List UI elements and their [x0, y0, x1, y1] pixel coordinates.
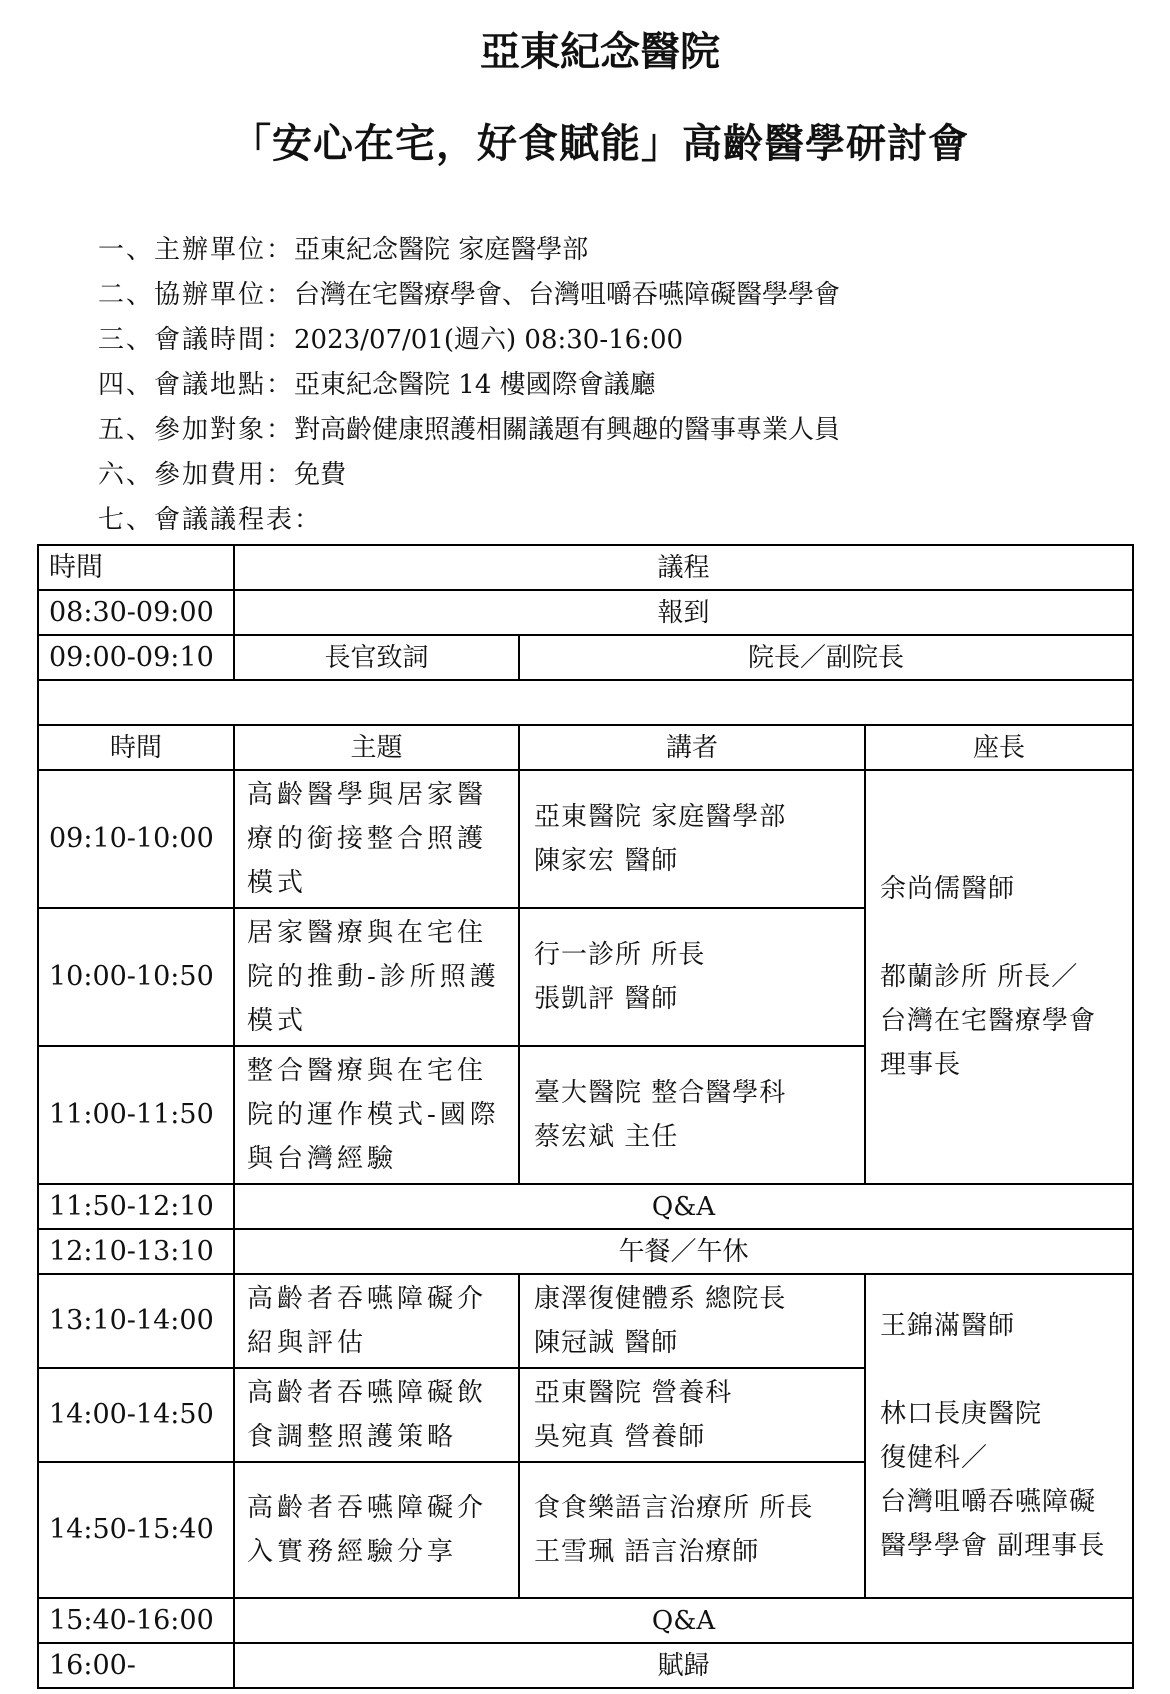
checkin-cell: 報到 [234, 590, 1133, 635]
closing-cell: 賦歸 [234, 1643, 1133, 1688]
topic-cell: 高齡者吞嚥障礙飲食調整照護策略 [234, 1368, 519, 1462]
info-item-organizer [98, 228, 840, 273]
document-title: 亞東紀念醫院 [480, 28, 720, 75]
header-program: 議程 [234, 545, 1133, 590]
info-value: 亞東紀念醫院 家庭醫學部 [294, 235, 589, 265]
speaker-cell: 臺大醫院 整合醫學科 蔡宏斌 主任 [519, 1046, 865, 1184]
speaker-cell: 亞東醫院 營養科 吳宛真 營養師 [519, 1368, 865, 1462]
subheader-time: 時間 [38, 725, 234, 770]
speaker-cell: 食食樂語言治療所 所長 王雪珮 語言治療師 [519, 1462, 865, 1598]
info-label: 一、主辦單位： [98, 235, 295, 265]
info-value: 亞東紀念醫院 14 樓國際會議廳 [294, 370, 656, 400]
topic-cell: 整合醫療與在宅住院的運作模式-國際與台灣經驗 [234, 1046, 519, 1184]
info-item-audience [98, 408, 840, 453]
info-label: 六、參加費用： [98, 460, 295, 490]
info-value: 免費 [294, 460, 347, 490]
time-cell: 11:00-11:50 [38, 1046, 234, 1184]
time-cell: 09:00-09:10 [38, 635, 234, 680]
info-label: 三、會議時間： [98, 325, 295, 355]
info-label: 四、會議地點： [98, 370, 295, 400]
time-cell: 11:50-12:10 [38, 1184, 234, 1229]
lunch-cell: 午餐／午休 [234, 1229, 1133, 1274]
table-row [38, 680, 1133, 725]
info-item-agenda [98, 498, 840, 543]
table-row [38, 1274, 1133, 1368]
speaker-cell: 亞東醫院 家庭醫學部 陳家宏 醫師 [519, 770, 865, 908]
table-row [38, 770, 1133, 908]
subheader-speaker: 講者 [519, 725, 865, 770]
speaker-cell: 行一診所 所長 張凱評 醫師 [519, 908, 865, 1046]
subheader-chair: 座長 [865, 725, 1133, 770]
time-cell: 12:10-13:10 [38, 1229, 234, 1274]
info-item-location [98, 363, 840, 408]
table-row [38, 1598, 1133, 1643]
time-cell: 14:50-15:40 [38, 1462, 234, 1598]
blank-row [38, 680, 1133, 725]
info-item-time [98, 318, 840, 363]
time-cell: 15:40-16:00 [38, 1598, 234, 1643]
table-row [38, 1229, 1133, 1274]
time-cell: 13:10-14:00 [38, 1274, 234, 1368]
time-cell: 09:10-10:00 [38, 770, 234, 908]
speaker-cell: 康澤復健體系 總院長 陳冠誠 醫師 [519, 1274, 865, 1368]
header-time: 時間 [38, 545, 234, 590]
time-cell: 14:00-14:50 [38, 1368, 234, 1462]
opening-speaker: 院長／副院長 [519, 635, 1133, 680]
subheader-topic: 主題 [234, 725, 519, 770]
topic-cell: 高齡者吞嚥障礙介紹與評估 [234, 1274, 519, 1368]
time-cell: 16:00- [38, 1643, 234, 1688]
document-subtitle: 「安心在宅，好食賦能」高齡醫學研討會 [231, 120, 969, 167]
opening-label: 長官致詞 [234, 635, 519, 680]
table-row [38, 1184, 1133, 1229]
table-row [38, 635, 1133, 680]
info-label: 七、會議議程表： [98, 505, 323, 535]
topic-cell: 高齡醫學與居家醫療的銜接整合照護模式 [234, 770, 519, 908]
info-list [98, 228, 840, 543]
table-row [38, 545, 1133, 590]
info-item-co-organizer [98, 273, 840, 318]
info-value: 對高齡健康照護相關議題有興趣的醫事專業人員 [294, 415, 841, 445]
qa-cell: Q&A [234, 1184, 1133, 1229]
table-row [38, 1643, 1133, 1688]
agenda-table [37, 544, 1134, 1689]
info-label: 二、協辦單位： [98, 280, 295, 310]
time-cell: 08:30-09:00 [38, 590, 234, 635]
chair-cell: 王錦滿醫師 林口長庚醫院 復健科／ 台灣咀嚼吞嚥障礙醫學學會 副理事長 [865, 1274, 1133, 1598]
topic-cell: 居家醫療與在宅住院的推動-診所照護模式 [234, 908, 519, 1046]
table-row [38, 725, 1133, 770]
topic-cell: 高齡者吞嚥障礙介入實務經驗分享 [234, 1462, 519, 1598]
info-item-fee [98, 453, 840, 498]
info-value: 台灣在宅醫療學會、台灣咀嚼吞嚥障礙醫學學會 [294, 280, 841, 310]
info-value: 2023/07/01(週六) 08:30-16:00 [294, 325, 684, 355]
info-label: 五、參加對象： [98, 415, 295, 445]
chair-cell: 余尚儒醫師 都蘭診所 所長／ 台灣在宅醫療學會理事長 [865, 770, 1133, 1184]
time-cell: 10:00-10:50 [38, 908, 234, 1046]
table-row [38, 590, 1133, 635]
qa-cell: Q&A [234, 1598, 1133, 1643]
